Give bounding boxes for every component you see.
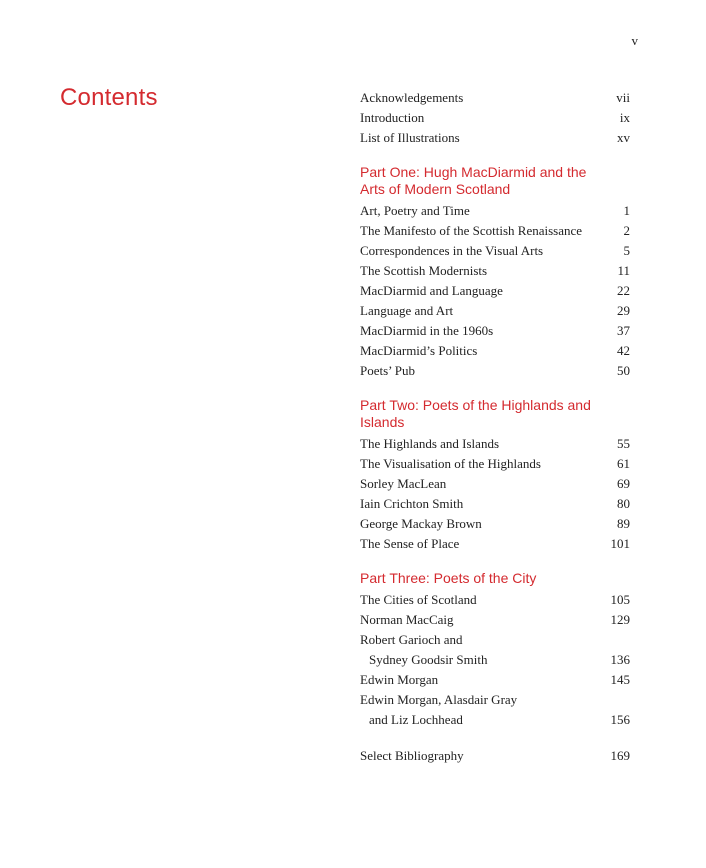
toc-entry-title: Correspondences in the Visual Arts	[360, 243, 544, 258]
part-one-title: Part One: Hugh MacDiarmid and the Arts of Modern Scotland	[360, 164, 587, 197]
toc-entry-page: 145	[610, 672, 630, 687]
toc-entry-line-2	[360, 710, 630, 730]
toc-entry-title: MacDiarmid in the 1960s	[360, 323, 494, 338]
toc-entry-title: Language and Art	[360, 303, 454, 318]
toc-entry-title: MacDiarmid’s Politics	[360, 343, 478, 358]
toc-entry	[360, 321, 630, 341]
toc-entry-title-line-1: Edwin Morgan, Alasdair Gray	[360, 692, 518, 707]
part-two-title: Part Two: Poets of the Highlands and Islands	[360, 397, 591, 430]
toc-entry-page: 2	[623, 223, 630, 238]
toc-entry-page: 129	[610, 612, 630, 627]
toc-entry	[360, 281, 630, 301]
toc-entry	[360, 454, 630, 474]
table-of-contents	[360, 88, 630, 782]
toc-entry-page: 55	[617, 436, 630, 451]
toc-entry-page: 5	[623, 243, 630, 258]
toc-entry	[360, 590, 630, 610]
toc-entry-title: Iain Crichton Smith	[360, 496, 464, 511]
toc-entry-acknowledgements	[360, 88, 630, 108]
toc-entry-line-2	[360, 650, 630, 670]
toc-entry-title: Poets’ Pub	[360, 363, 416, 378]
toc-entry	[360, 630, 630, 670]
toc-entry-title-line-2: Sydney Goodsir Smith	[369, 652, 488, 667]
toc-entry-page: 37	[617, 323, 630, 338]
toc-entry	[360, 610, 630, 630]
toc-entry-title: Select Bibliography	[360, 748, 464, 763]
toc-entry-title: George Mackay Brown	[360, 516, 482, 531]
toc-entry-title: Introduction	[360, 110, 425, 125]
toc-entry-page: ix	[619, 110, 630, 125]
toc-entry	[360, 514, 630, 534]
toc-entry-page: 105	[610, 592, 630, 607]
toc-entry-page: 50	[617, 363, 630, 378]
toc-entry-page: 61	[617, 456, 630, 471]
toc-entry-page: 80	[617, 496, 630, 511]
toc-entry	[360, 261, 630, 281]
toc-entry	[360, 301, 630, 321]
toc-entry	[360, 474, 630, 494]
toc-entry	[360, 534, 630, 554]
toc-entry-title: MacDiarmid and Language	[360, 283, 503, 298]
toc-entry	[360, 241, 630, 261]
front-matter-list	[360, 88, 630, 148]
toc-entry-page: 42	[617, 343, 630, 358]
part-three-title: Part Three: Poets of the City	[360, 570, 537, 586]
toc-entry-page: 89	[617, 516, 630, 531]
toc-entry-page: xv	[617, 130, 630, 145]
toc-entry-page: vii	[616, 90, 630, 105]
toc-entry-title-line-2: and Liz Lochhead	[369, 712, 463, 727]
toc-entry-introduction	[360, 108, 630, 128]
toc-entry-title: The Cities of Scotland	[360, 592, 477, 607]
toc-entry	[360, 361, 630, 381]
toc-entry-page: 22	[617, 283, 630, 298]
toc-entry-page: 11	[617, 263, 630, 278]
toc-entry	[360, 670, 630, 690]
page-number: v	[631, 33, 638, 48]
toc-entry-title: The Manifesto of the Scottish Renaissance	[360, 223, 583, 238]
toc-entry-title: The Highlands and Islands	[360, 436, 500, 451]
toc-entry-title: List of Illustrations	[360, 130, 460, 145]
toc-entry-page: 1	[623, 203, 630, 218]
toc-entry-title-line-1: Robert Garioch and	[360, 632, 463, 647]
part-two-section	[360, 397, 630, 554]
toc-entry-page: 169	[610, 748, 630, 763]
toc-entry	[360, 434, 630, 454]
toc-entry	[360, 201, 630, 221]
toc-entry-list-of-illustrations	[360, 128, 630, 148]
toc-entry-page: 69	[617, 476, 630, 491]
toc-entry-page: 101	[610, 536, 630, 551]
toc-entry-title: The Scottish Modernists	[360, 263, 488, 278]
part-three-section	[360, 570, 630, 730]
toc-entry-title: Norman MacCaig	[360, 612, 454, 627]
toc-entry	[360, 221, 630, 241]
toc-entry-title: Sorley MacLean	[360, 476, 447, 491]
toc-entry-page: 136	[610, 652, 630, 667]
toc-entry	[360, 341, 630, 361]
toc-entry-page: 156	[610, 712, 630, 727]
contents-heading: Contents	[60, 84, 158, 111]
toc-entry-page: 29	[617, 303, 630, 318]
toc-entry-title: Acknowledgements	[360, 90, 464, 105]
toc-entry	[360, 690, 630, 730]
toc-entry-title: The Visualisation of the Highlands	[360, 456, 541, 471]
toc-entry-title: Art, Poetry and Time	[360, 203, 470, 218]
part-one-section	[360, 164, 630, 381]
back-matter-list	[360, 746, 630, 766]
toc-entry-title: Edwin Morgan	[360, 672, 439, 687]
toc-entry	[360, 494, 630, 514]
toc-entry-title: The Sense of Place	[360, 536, 460, 551]
toc-entry-select-bibliography	[360, 746, 630, 766]
